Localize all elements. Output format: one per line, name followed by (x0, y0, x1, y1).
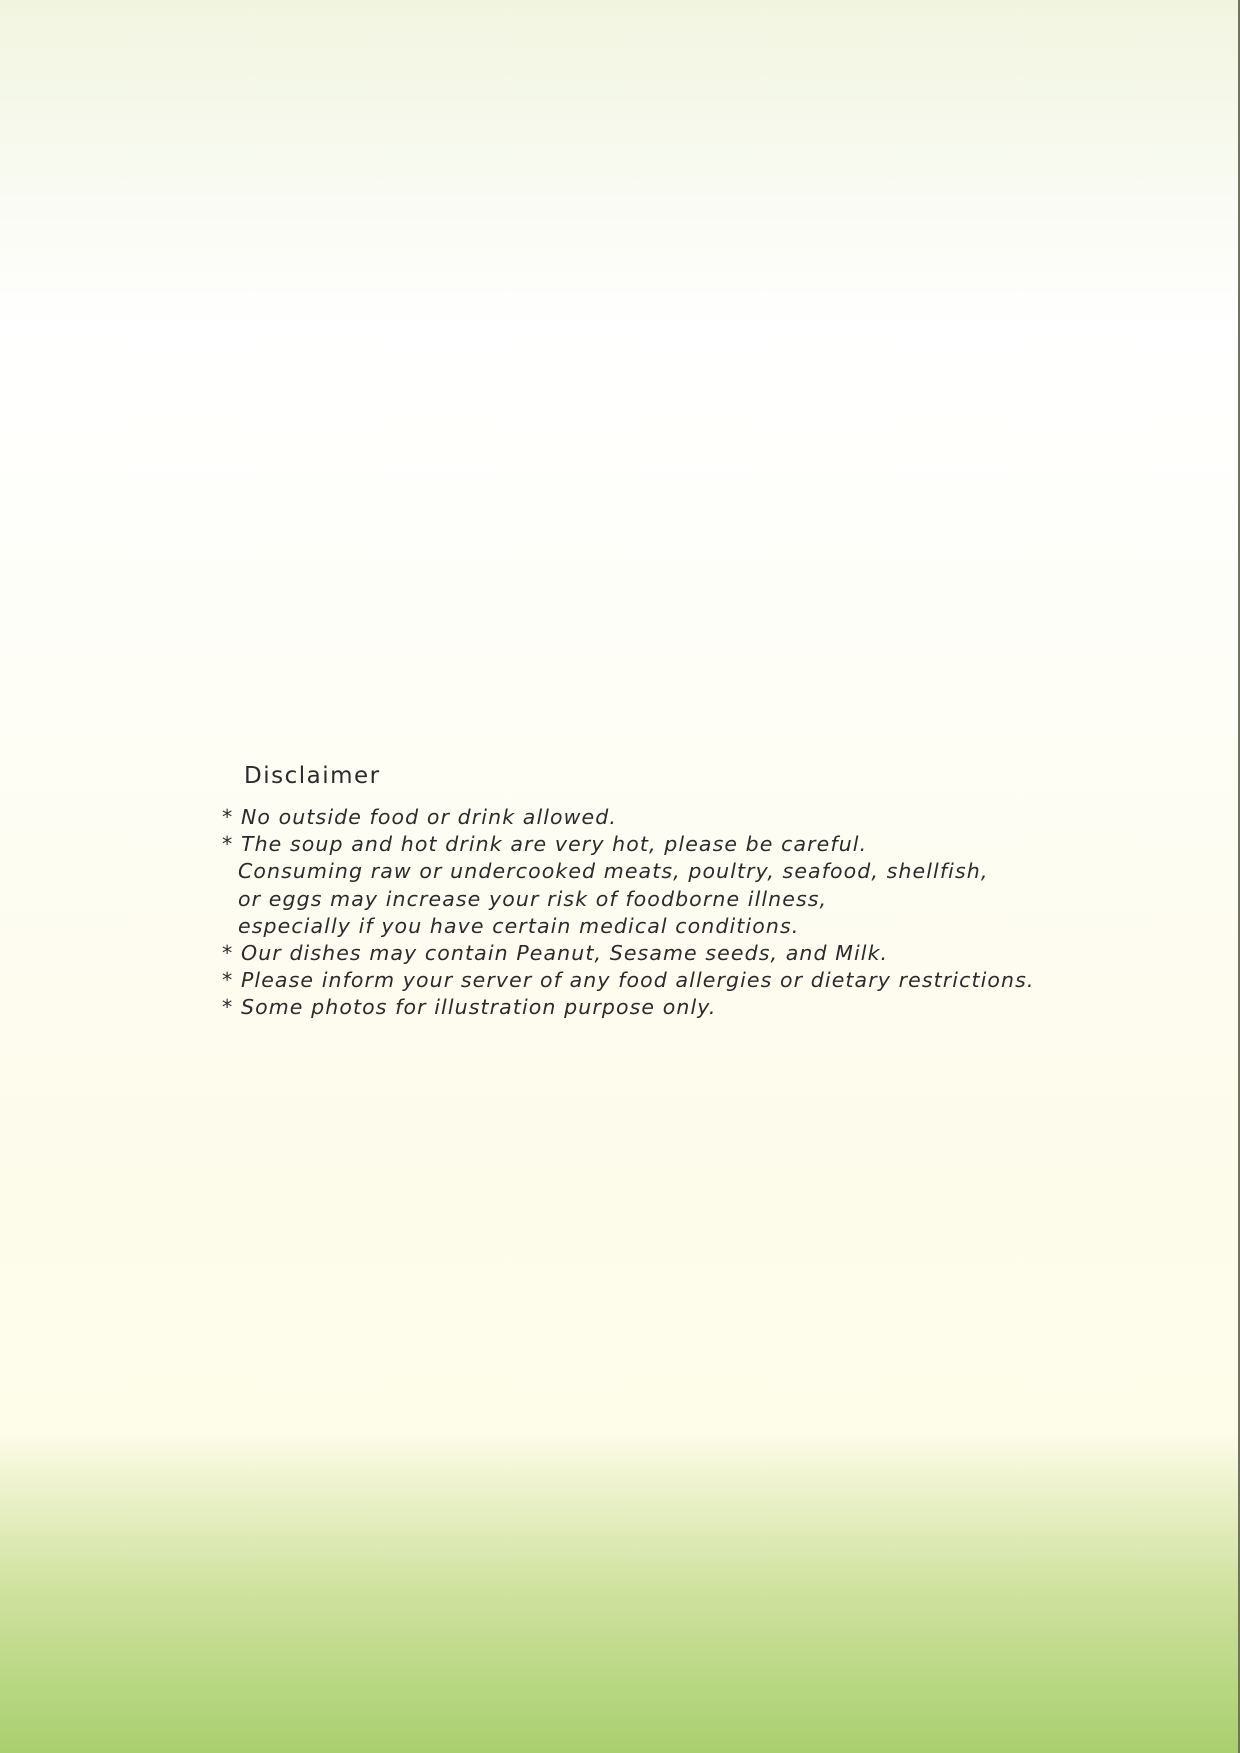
note-allergens: * Our dishes may contain Peanut, Sesame seeds, and Milk. (222, 941, 889, 966)
note-medical-conditions: especially if you have certain medical conditions. (238, 913, 800, 938)
disclaimer-section (222, 760, 1122, 1022)
disclaimer-notes (222, 804, 1122, 1022)
note-raw-food-warning-cont: or eggs may increase your risk of foodborne illness, (238, 886, 828, 911)
note-raw-food-warning: Consuming raw or undercooked meats, poultry, seafood, shellfish, (238, 859, 989, 884)
disclaimer-title: Disclaimer (244, 763, 381, 789)
note-hot-soup: * The soup and hot drink are very hot, please be careful. (222, 832, 868, 857)
note-outside-food: * No outside food or drink allowed. (222, 805, 617, 829)
note-inform-server: * Please inform your server of any food allergies or dietary restrictions. (222, 968, 1035, 993)
note-photos: * Some photos for illustration purpose only. (222, 995, 717, 1020)
